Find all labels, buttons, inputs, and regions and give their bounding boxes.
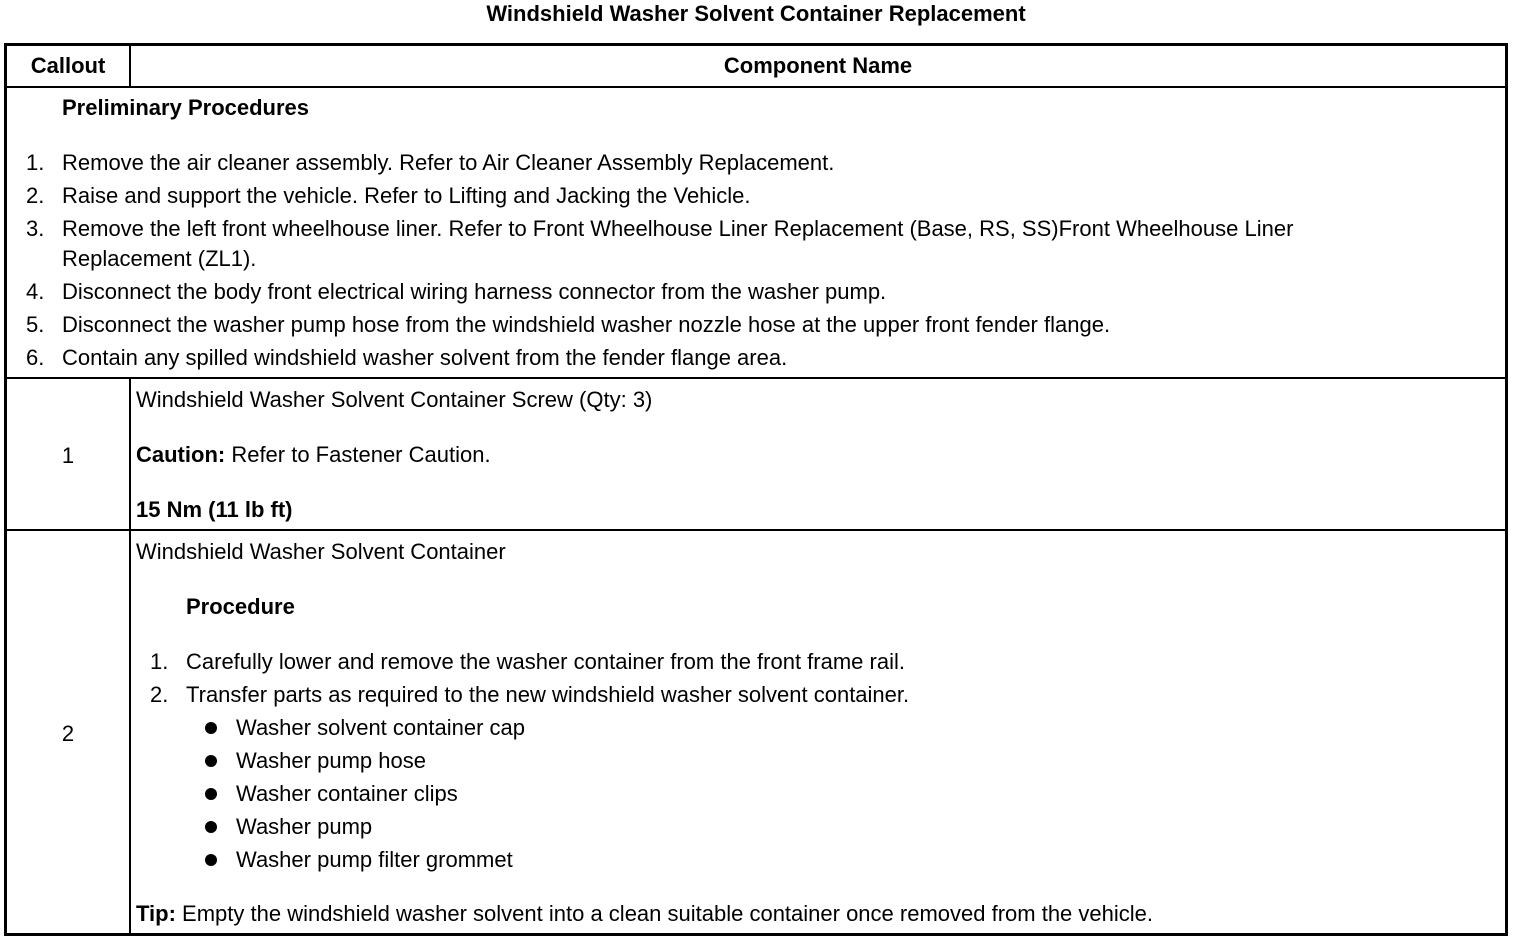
step-number: 5. — [26, 312, 45, 337]
bullet-item: Washer container clips — [236, 781, 458, 806]
step-text-continued: Replacement (ZL1). — [62, 246, 257, 271]
table-border-bottom — [4, 933, 1508, 936]
callout-number: 2 — [61, 721, 75, 746]
bullet-item: Washer pump hose — [236, 748, 426, 773]
step-text: Remove the air cleaner assembly. Refer to Air Cleaner Assembly Replacement. — [62, 150, 835, 175]
table-border-top — [4, 43, 1508, 46]
step-text: Raise and support the vehicle. Refer to Lifting and Jacking the Vehicle. — [62, 183, 751, 208]
row-divider — [4, 529, 1508, 531]
bullet-item: Washer pump filter grommet — [236, 847, 513, 872]
procedure-heading: Procedure — [186, 594, 295, 619]
step-number: 3. — [26, 216, 45, 241]
tip-text: Empty the windshield washer solvent into a clean suitable container once removed from the vehicle. — [175, 901, 1153, 926]
tip-note — [136, 901, 1153, 927]
caution-note — [136, 442, 491, 468]
step-number: 4. — [26, 279, 45, 304]
step-number: 2. — [150, 682, 169, 707]
callout-number: 1 — [61, 443, 75, 468]
bullet-icon — [205, 854, 217, 866]
tip-label: Tip: — [136, 901, 176, 926]
component-name: Windshield Washer Solvent Container — [136, 539, 506, 564]
bullet-icon — [205, 788, 217, 800]
component-name: Windshield Washer Solvent Container Screw (Qty: 3) — [136, 387, 653, 412]
header-callout: Callout — [30, 53, 106, 78]
step-number: 1. — [150, 649, 169, 674]
step-text: Contain any spilled windshield washer solvent from the fender flange area. — [62, 345, 788, 370]
step-text: Transfer parts as required to the new windshield washer solvent container. — [186, 682, 910, 707]
bullet-icon — [205, 722, 217, 734]
step-number: 1. — [26, 150, 45, 175]
preliminary-heading: Preliminary Procedures — [62, 95, 310, 120]
header-component-name: Component Name — [723, 53, 913, 78]
row-divider — [4, 377, 1508, 379]
torque-spec: 15 Nm (11 lb ft) — [136, 497, 293, 522]
bullet-item: Washer pump — [236, 814, 373, 839]
step-text: Remove the left front wheelhouse liner. Refer to Front Wheelhouse Liner Replacement (Base, RS, SS)Front Wheelhouse Liner — [62, 216, 1294, 241]
bullet-icon — [205, 755, 217, 767]
document-title: Windshield Washer Solvent Container Replacement — [486, 1, 1026, 26]
step-text: Disconnect the body front electrical wiring harness connector from the washer pump. — [62, 279, 887, 304]
step-number: 2. — [26, 183, 45, 208]
header-divider — [4, 86, 1508, 88]
column-divider — [129, 377, 131, 935]
caution-label: Caution: — [136, 442, 226, 467]
step-text: Disconnect the washer pump hose from the windshield washer nozzle hose at the upper front fender flange. — [62, 312, 1111, 337]
bullet-item: Washer solvent container cap — [236, 715, 525, 740]
caution-text: Refer to Fastener Caution. — [225, 442, 491, 467]
step-number: 6. — [26, 345, 45, 370]
step-text: Carefully lower and remove the washer container from the front frame rail. — [186, 649, 905, 674]
bullet-icon — [205, 821, 217, 833]
table-border-left — [4, 43, 7, 936]
table-border-right — [1505, 43, 1508, 936]
